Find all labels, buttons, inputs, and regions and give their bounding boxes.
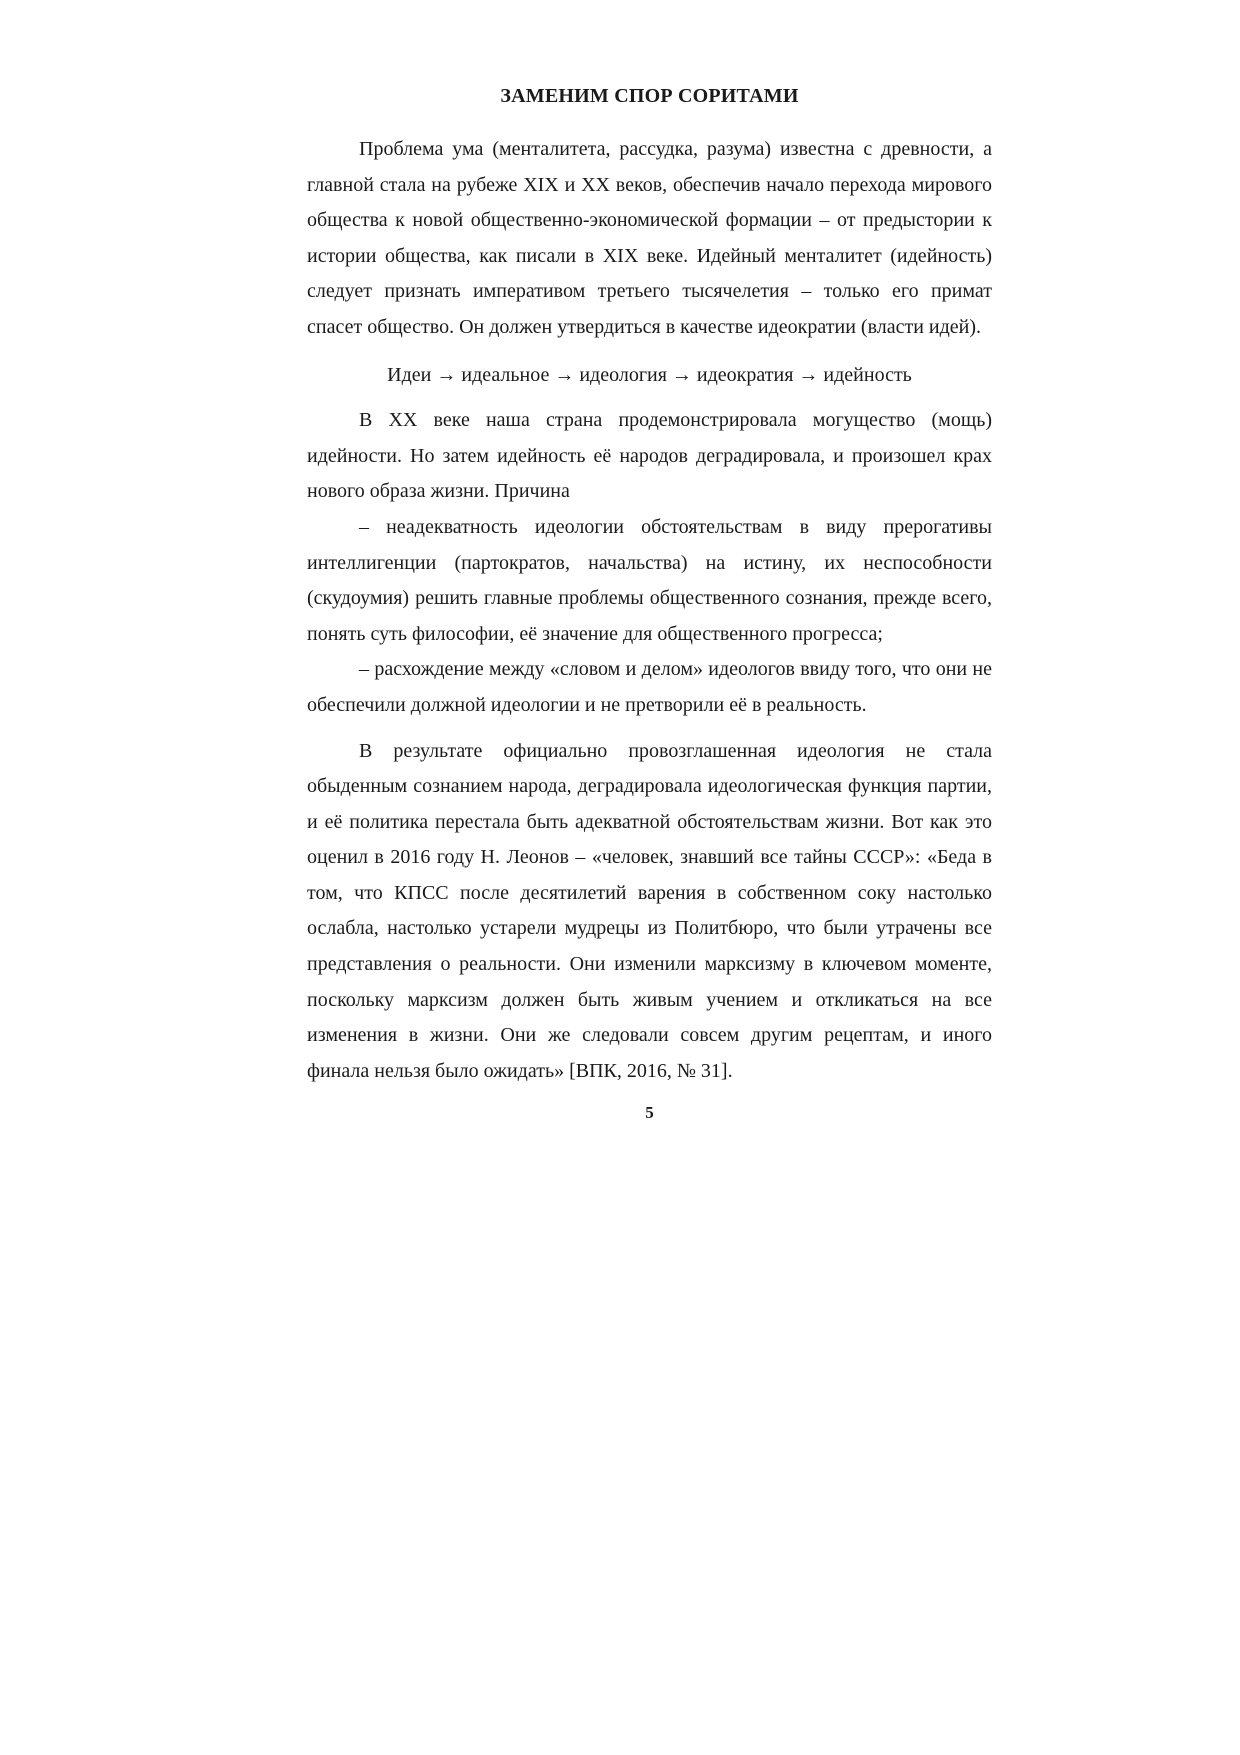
document-page	[307, 84, 992, 1123]
paragraph-xx-century: В XX веке наша страна продемонстрировала могущество (мощь) идейности. Но затем идейность её народов деградировала, и произошел крах нового образа жизни. Причина	[307, 409, 992, 503]
paragraph-cause-1: – неадекватность идеологии обстоятельствам в виду прерогативы интеллигенции (партократов, начальства) на истину, их неспособности (скудоумия) решить главные проблемы общественного сознания, прежде всего, понять суть философии, её значение для общественного прогресса;	[307, 515, 992, 645]
paragraph-cause-2: – расхождение между «словом и делом» идеологов ввиду того, что они не обеспечили должной идеологии и не претворили её в реальность.	[307, 658, 992, 716]
paragraph-intro: Проблема ума (менталитета, рассудка, разума) известна с древности, а главной стала на рубеже XIX и XX веков, обеспечив начало перехода мирового общества к новой общественно-экономической формации – от предыстории к истории общества, как писали в XIX веке. Идейный менталитет (идейность) следует признать императивом третьего тысячелетия – только его примат спасет общество. Он должен утвердиться в качестве идеократии (власти идей).	[307, 138, 992, 338]
page-number: 5	[645, 1103, 654, 1123]
paragraph-result: В результате официально провозглашенная идеология не стала обыденным сознанием народа, деградировала идеологическая функция партии, и её политика перестала быть адекватной обстоятельствам жизни. Вот как это оценил в 2016 году Н. Леонов – «человек, знавший все тайны СССР»: «Беда в том, что КПСС после десятилетий варения в собственном соку настолько ослабла, настолько устарели мудрецы из Политбюро, что были утрачены все представления о реальности. Они изменили марксизму в ключевом моменте, поскольку марксизм должен быть живым учением и откликаться на все изменения в жизни. Они же следовали совсем другим рецептам, и иного финала нельзя было ожидать» [ВПК, 2016, № 31].	[307, 739, 992, 1082]
chapter-title: ЗАМЕНИМ СПОР СОРИТАМИ	[500, 85, 799, 107]
idea-chain-formula: Идеи → идеальное → идеология → идеократия → идейность	[387, 363, 912, 386]
